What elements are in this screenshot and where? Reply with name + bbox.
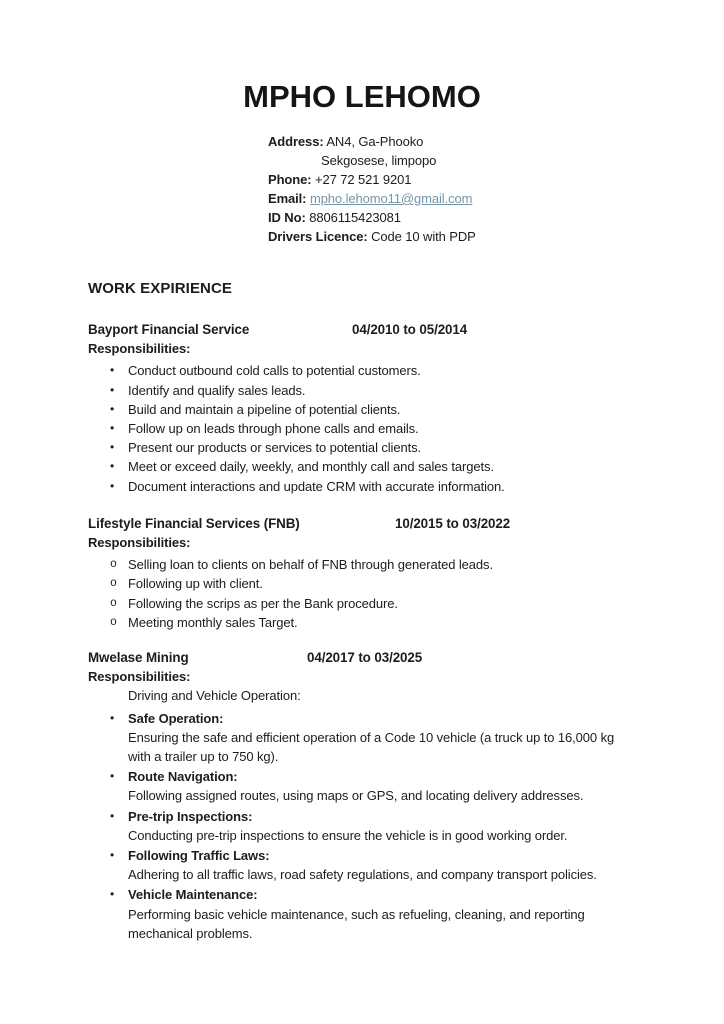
list-item — [88, 419, 636, 438]
responsibilities-label: Responsibilities: — [88, 341, 191, 357]
bullet-title: Pre-trip Inspections: — [128, 808, 253, 824]
company-name: Bayport Financial Service — [88, 322, 250, 337]
bullet-text: Meeting monthly sales Target. — [128, 614, 298, 630]
list-item — [88, 477, 636, 496]
bullet-icon: • — [110, 769, 115, 784]
bullet-icon: o — [110, 558, 117, 572]
email-link[interactable]: mpho.lehomo11@gmail.com — [309, 191, 473, 206]
contact-row-licence — [268, 227, 636, 246]
job-intro-line: Driving and Vehicle Operation: — [128, 688, 301, 704]
job-header-row — [88, 320, 636, 339]
bullet-list — [88, 361, 636, 495]
bullet-text: Build and maintain a pipeline of potential clients. — [128, 401, 401, 417]
bullet-description: Performing basic vehicle maintenance, such as refueling, cleaning, and reporting mechanical problems. — [128, 906, 585, 941]
responsibilities-label: Responsibilities: — [88, 535, 191, 551]
bullet-icon: • — [110, 710, 115, 725]
bullet-icon: • — [110, 382, 115, 397]
bullet-text: Following up with client. — [128, 576, 263, 592]
bullet-text: Following the scrips as per the Bank procedure. — [128, 595, 398, 611]
address-value-line2: Sekgosese, limpopo — [321, 153, 437, 168]
contact-row-phone — [268, 170, 636, 189]
bullet-title: Route Navigation: — [128, 769, 238, 785]
bullet-icon: • — [110, 848, 115, 863]
job-header-row — [88, 514, 636, 533]
list-item — [88, 767, 636, 805]
bullet-text: Conduct outbound cold calls to potential customers. — [128, 363, 421, 379]
job-section-bayport — [88, 320, 636, 496]
bullet-title: Vehicle Maintenance: — [128, 887, 258, 903]
list-item — [88, 846, 636, 884]
phone-label: Phone: — [268, 172, 312, 187]
job-section-mwelase-mining — [88, 648, 636, 943]
bullet-text: Follow up on leads through phone calls and emails. — [128, 421, 419, 437]
bullet-icon: o — [110, 596, 117, 610]
company-name: Mwelase Mining — [88, 650, 189, 666]
list-item — [88, 555, 636, 574]
contact-row-address-line2 — [268, 151, 636, 170]
list-item — [88, 457, 636, 476]
bullet-icon: • — [110, 808, 115, 823]
job-section-lifestyle-fnb — [88, 514, 636, 632]
bullet-text: Document interactions and update CRM with accurate information. — [128, 478, 505, 494]
licence-value: Code 10 with PDP — [371, 229, 476, 244]
list-item — [88, 361, 636, 380]
work-experience-heading: WORK EXPIRIENCE — [88, 280, 233, 297]
id-label: ID No: — [268, 210, 306, 225]
address-label: Address: — [268, 134, 324, 149]
bullet-icon: • — [110, 440, 115, 455]
job-dates: 04/2010 to 05/2014 — [352, 322, 468, 337]
bullet-list — [88, 709, 636, 943]
bullet-description: Adhering to all traffic laws, road safety regulations, and company transport policies. — [128, 867, 597, 883]
bullet-icon: o — [110, 615, 117, 629]
job-dates: 04/2017 to 03/2025 — [307, 650, 423, 666]
bullet-icon: • — [110, 401, 115, 416]
list-item — [88, 709, 636, 767]
bullet-title: Safe Operation: — [128, 710, 224, 726]
bullet-text: Meet or exceed daily, weekly, and monthly call and sales targets. — [128, 459, 494, 475]
bullet-text: Present our products or services to potential clients. — [128, 440, 422, 456]
bullet-description: Following assigned routes, using maps or GPS, and locating delivery addresses. — [128, 788, 584, 804]
bullet-icon: o — [110, 577, 117, 591]
list-item — [88, 438, 636, 457]
bullet-icon: • — [110, 459, 115, 474]
list-item — [88, 807, 636, 845]
job-header-row — [88, 648, 636, 667]
contact-row-email — [268, 189, 636, 208]
list-item — [88, 381, 636, 400]
bullet-icon: • — [110, 478, 115, 493]
job-dates: 10/2015 to 03/2022 — [395, 515, 511, 531]
address-value: AN4, Ga-Phooko — [326, 134, 424, 149]
list-item — [88, 885, 636, 943]
list-item — [88, 400, 636, 419]
page-title: MPHO LEHOMO — [243, 79, 481, 114]
company-name: Lifestyle Financial Services (FNB) — [88, 515, 300, 531]
bullet-list — [88, 555, 636, 632]
bullet-icon: • — [110, 421, 115, 436]
bullet-icon: • — [110, 363, 115, 378]
email-label: Email: — [268, 191, 307, 206]
phone-value: +27 72 521 9201 — [314, 172, 412, 187]
list-item — [88, 594, 636, 613]
bullet-description: Conducting pre-trip inspections to ensure the vehicle is in good working order. — [128, 827, 568, 843]
bullet-text: Identify and qualify sales leads. — [128, 382, 306, 398]
contact-block — [268, 132, 636, 246]
bullet-text: Selling loan to clients on behalf of FNB through generated leads. — [128, 557, 493, 573]
responsibilities-label: Responsibilities: — [88, 669, 191, 685]
contact-row-id — [268, 208, 636, 227]
bullet-title: Following Traffic Laws: — [128, 848, 270, 864]
list-item — [88, 613, 636, 632]
contact-row-address — [268, 132, 636, 151]
id-value: 8806115423081 — [309, 210, 401, 225]
licence-label: Drivers Licence: — [268, 229, 368, 244]
bullet-icon: • — [110, 887, 115, 902]
list-item — [88, 574, 636, 593]
bullet-description: Ensuring the safe and efficient operation of a Code 10 vehicle (a truck up to 16,000 kg with a trailer up to 750 kg). — [128, 729, 615, 765]
